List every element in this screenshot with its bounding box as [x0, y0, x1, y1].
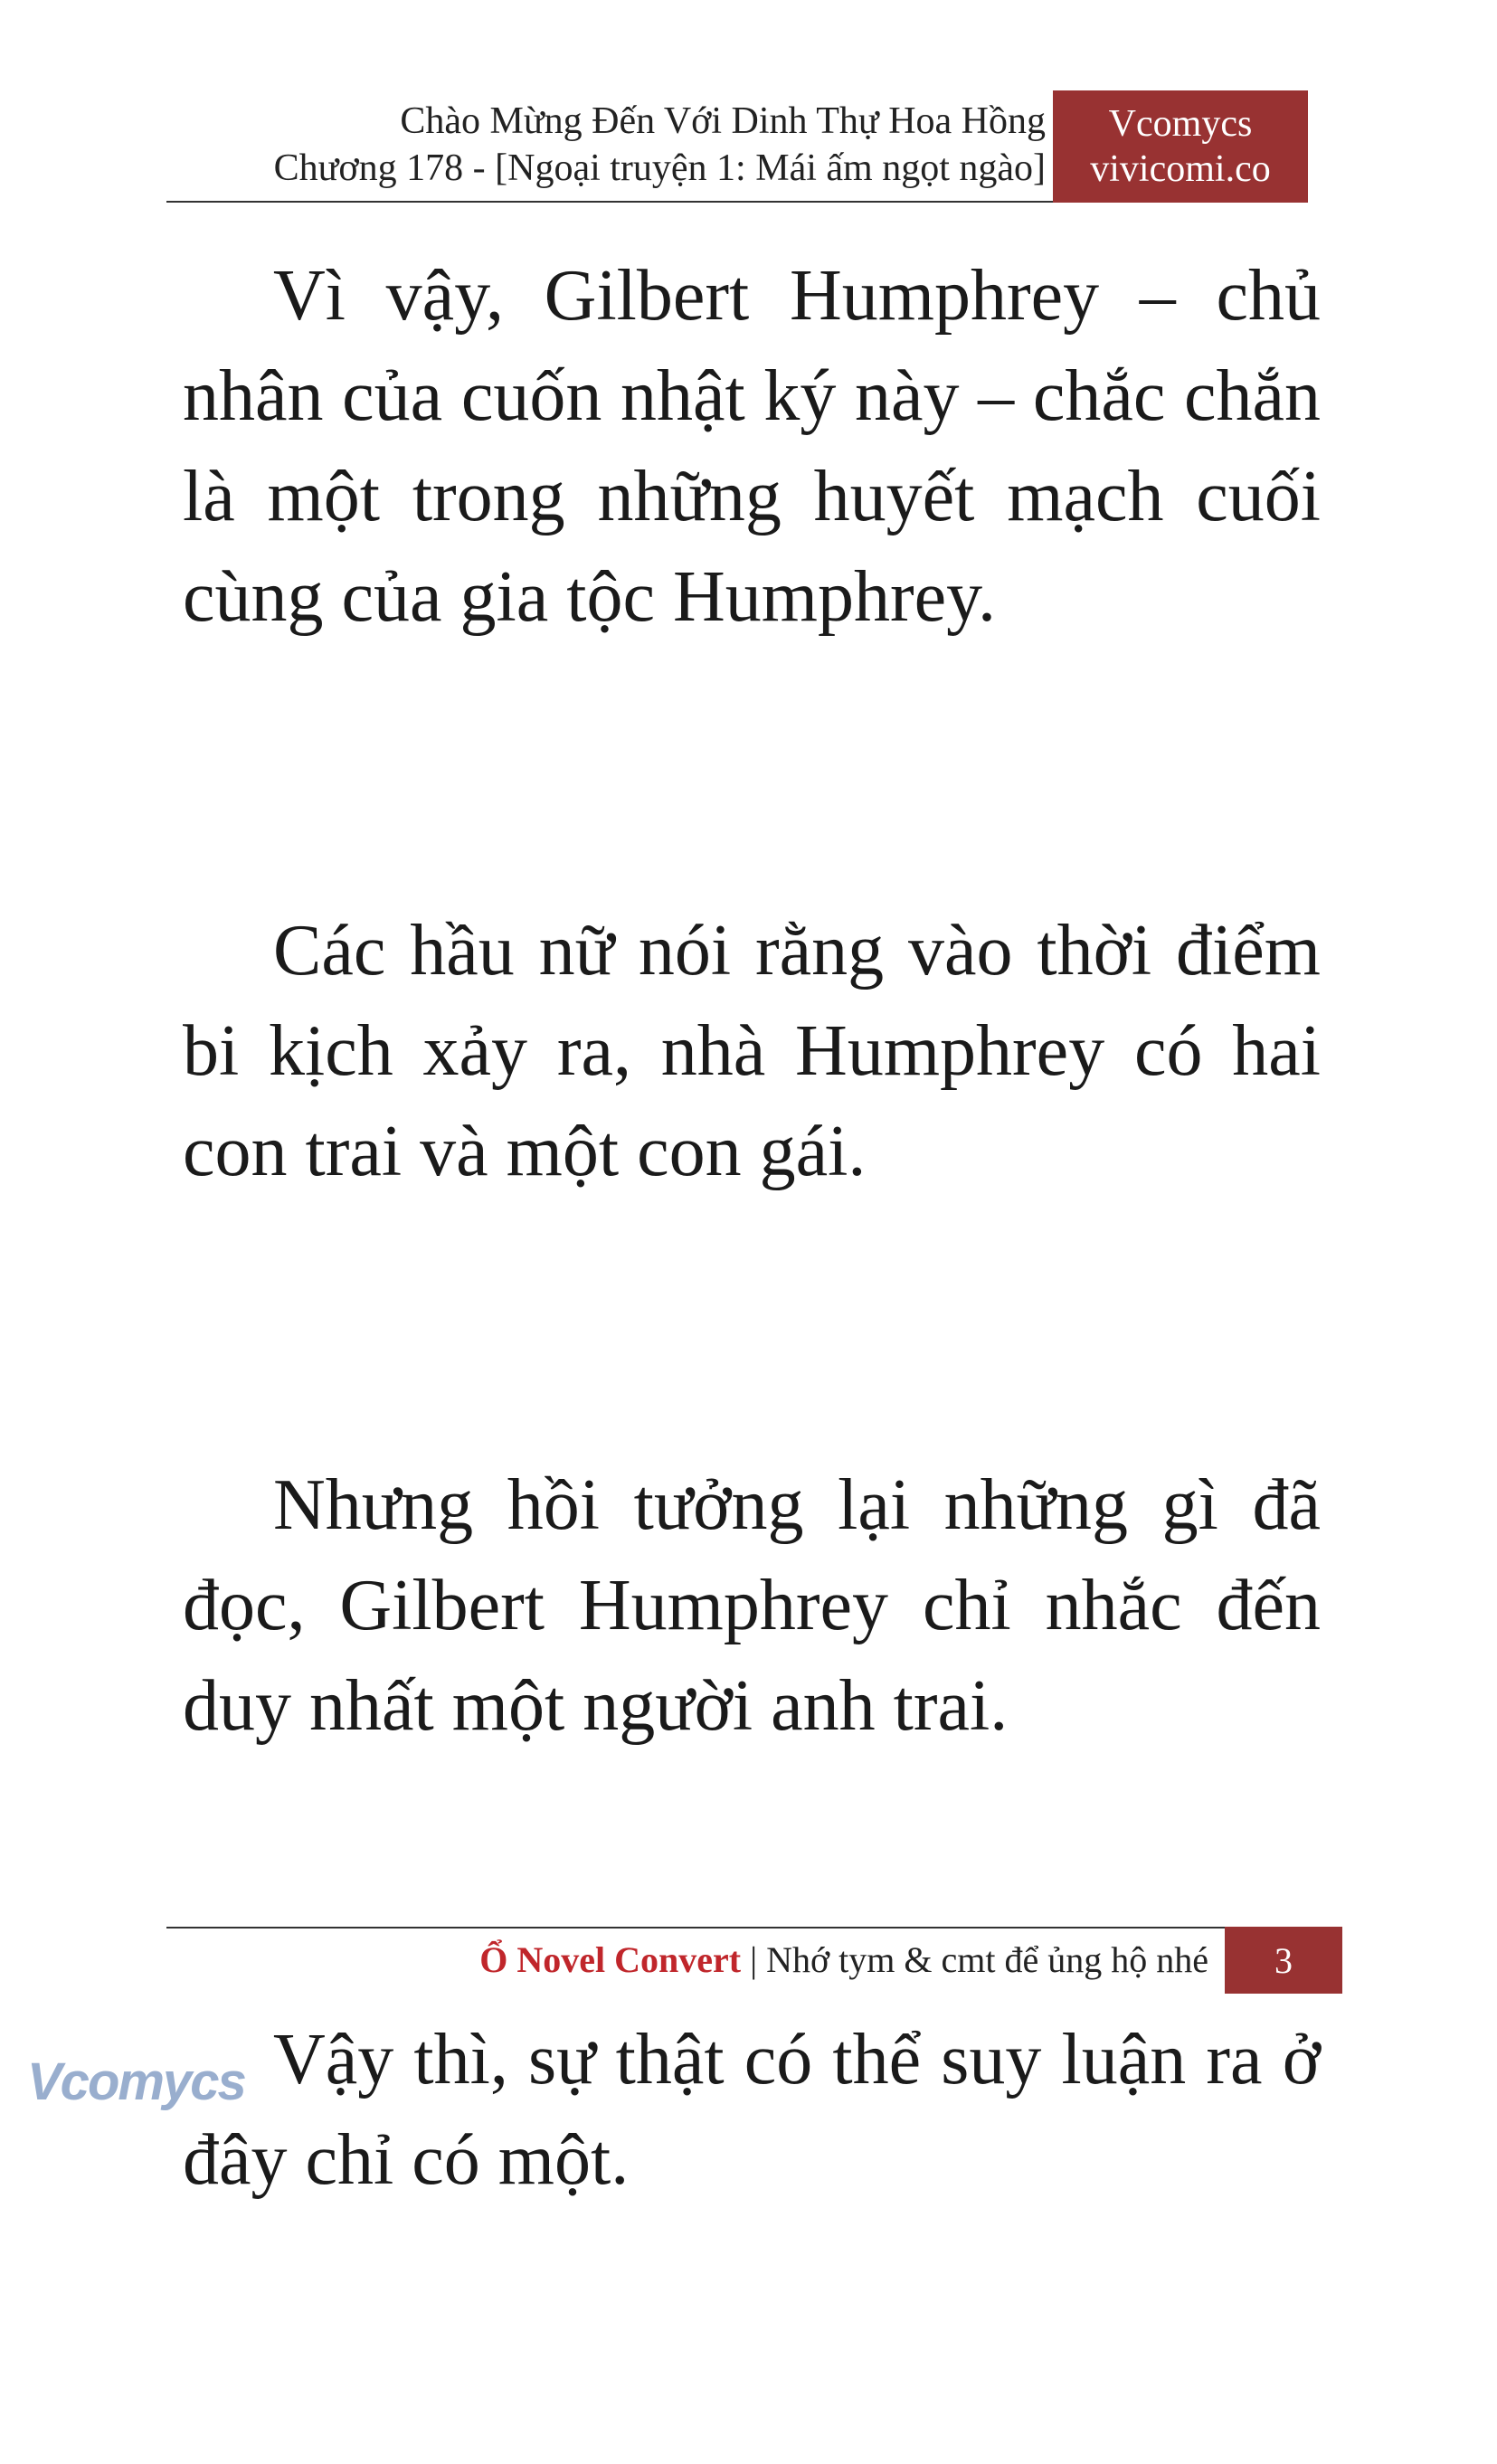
chapter-body [183, 246, 1321, 2464]
footer-message: Nhớ tym & cmt để ủng hộ nhé [766, 1939, 1208, 1980]
site-name: Vcomycs [1108, 103, 1253, 145]
chapter-title: Chương 178 - [Ngoại truyện 1: Mái ấm ngọt ngào] [273, 147, 1046, 189]
paragraph: Vì vậy, Gilbert Humphrey – chủ nhân của cuốn nhật ký này – chắc chắn là một trong những huyết mạch cuối cùng của gia tộc Humphrey. [183, 256, 1321, 637]
page-header [166, 90, 1308, 203]
header-text [274, 98, 1046, 192]
paragraph: Vậy thì, sự thật có thể suy luận ra ở đây chỉ có một. [183, 2020, 1321, 2200]
page-footer [166, 1927, 1342, 1994]
footer-text [479, 1938, 1208, 1983]
paragraph: Nhưng hồi tưởng lại những gì đã đọc, Gilbert Humphrey chỉ nhắc đến duy nhất một người anh trai. [183, 1465, 1321, 1746]
footer-brand: Ổ Novel Convert [479, 1939, 742, 1980]
header-divider [166, 201, 1053, 203]
watermark-logo: Vcomycs [27, 2052, 245, 2111]
page-number: 3 [1225, 1927, 1342, 1994]
paragraph: Các hầu nữ nói rằng vào thời điểm bi kịch xảy ra, nhà Humphrey có hai con trai và một con gái. [183, 911, 1321, 1191]
footer-divider [166, 1927, 1225, 1929]
book-title: Chào Mừng Đến Với Dinh Thự Hoa Hồng [400, 100, 1046, 142]
site-badge [1053, 90, 1308, 203]
footer-separator: | [750, 1939, 758, 1980]
site-url: vivicomi.co [1090, 148, 1271, 190]
